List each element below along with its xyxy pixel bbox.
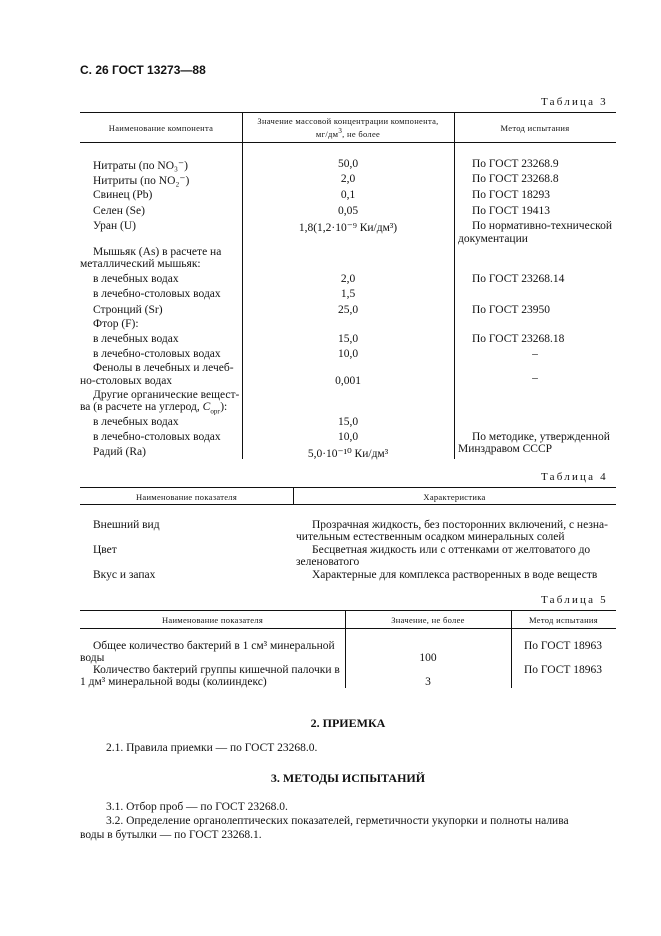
table3-row-name: в лечебно-столовых водах bbox=[93, 431, 221, 443]
table3-row-method: По ГОСТ 23268.8 bbox=[472, 173, 559, 185]
table3-row-name: в лечебных водах bbox=[93, 273, 179, 285]
table3-row-value: 2,0 bbox=[340, 173, 356, 185]
table3-caption: Таблица 3 bbox=[541, 96, 608, 108]
table4-row-text-line2: чительным естественным осадком минеральных солей bbox=[296, 531, 565, 543]
section2-paragraph: 2.1. Правила приемки — по ГОСТ 23268.0. bbox=[106, 742, 318, 754]
table4-row-text-line2: зеленоватого bbox=[296, 556, 360, 568]
section3-paragraph-2-line1: 3.2. Определение органолептических показателей, герметичности укупорки и полноты налива bbox=[106, 815, 569, 827]
table5-row-method: По ГОСТ 18963 bbox=[524, 640, 603, 652]
table3-row-method: – bbox=[532, 348, 538, 360]
table5-row-text-line2: воды bbox=[80, 652, 105, 664]
table3-row-value: 25,0 bbox=[337, 304, 359, 316]
table5-header-value: Значение, не более bbox=[391, 615, 465, 625]
table5-row-text-line2: 1 дм³ минеральной воды (колииндекс) bbox=[80, 676, 267, 688]
table3-row-method: По ГОСТ 18293 bbox=[472, 189, 551, 201]
table4-row-text-line1: Характерные для комплекса растворенных в воде веществ bbox=[312, 569, 598, 581]
table4-row-name: Внешний вид bbox=[93, 519, 160, 531]
table5-caption: Таблица 5 bbox=[541, 594, 608, 606]
table3-row-method-line2: документации bbox=[458, 233, 528, 245]
table3-row-name-line2: металлический мышьяк: bbox=[80, 258, 201, 270]
table4-row-name: Цвет bbox=[93, 544, 117, 556]
table4-caption: Таблица 4 bbox=[541, 471, 608, 483]
table3-row-name: в лечебных водах bbox=[93, 416, 179, 428]
table3-row-method-line1: По нормативно-технической bbox=[472, 220, 612, 232]
table3-row-value: 5,0·10⁻¹⁰ Ки/дм³ bbox=[307, 448, 389, 460]
section2-heading: 2. ПРИЕМКА bbox=[310, 716, 386, 730]
page-header: С. 26 ГОСТ 13273—88 bbox=[80, 63, 206, 77]
table3-row-name-line1: Фенолы в лечебных и лечеб- bbox=[93, 362, 234, 374]
table3-row-name-line2: ва (в расчете на углерод, $C_{орг}$): bbox=[80, 401, 228, 416]
table3-header-value-line1: Значение массовой концентрации компонента, bbox=[257, 116, 439, 126]
table5-row-method: По ГОСТ 18963 bbox=[524, 664, 603, 676]
table3-row-name: Селен (Se) bbox=[93, 205, 145, 217]
table4-header-characteristic: Характеристика bbox=[423, 492, 486, 502]
table3-row-method-line2: Минздравом СССР bbox=[458, 443, 553, 455]
table3-row-value: 0,001 bbox=[335, 375, 361, 387]
table4-row-text-line1: Бесцветная жидкость или с оттенками от желтоватого до bbox=[312, 544, 591, 556]
table4-row-name: Вкус и запах bbox=[93, 569, 156, 581]
table3-row-value: 10,0 bbox=[337, 431, 359, 443]
table5-row-text-line1: Количество бактерий группы кишечной палочки в bbox=[93, 664, 340, 676]
section3-paragraph-1: 3.1. Отбор проб — по ГОСТ 23268.0. bbox=[106, 801, 288, 813]
table3-row-value: 15,0 bbox=[337, 333, 359, 345]
table3-row-method: По ГОСТ 23268.14 bbox=[472, 273, 565, 285]
table3-row-value: 0,1 bbox=[340, 189, 356, 201]
table3-row-name: Нитриты (по NO₂⁻) bbox=[93, 175, 190, 187]
section3-paragraph-2-line2: воды в бутылки — по ГОСТ 23268.1. bbox=[80, 829, 262, 841]
table5-header-name: Наименование показателя bbox=[161, 615, 264, 625]
table3-row-method: По ГОСТ 23268.9 bbox=[472, 158, 559, 170]
table5-row-text-line1: Общее количество бактерий в 1 см³ минеральной bbox=[93, 640, 335, 652]
table3-row-method: По ГОСТ 19413 bbox=[472, 205, 551, 217]
table3-row-method: По ГОСТ 23950 bbox=[472, 304, 551, 316]
table3-row-name: в лечебно-столовых водах bbox=[93, 288, 221, 300]
table3-row-value: 2,0 bbox=[340, 273, 356, 285]
table3-row-name: в лечебных водах bbox=[93, 333, 179, 345]
table3-row-value: 15,0 bbox=[337, 416, 359, 428]
section3-heading: 3. МЕТОДЫ ИСПЫТАНИЙ bbox=[270, 771, 426, 785]
table3-row-name: Уран (U) bbox=[93, 220, 136, 232]
table3-row-name: Фтор (F): bbox=[93, 318, 139, 330]
table3-header-value-line2: $мг/дм^3$, не более bbox=[315, 127, 381, 139]
table3-header-component: Наименование компонента bbox=[108, 123, 214, 133]
table3-row-name: Стронций (Sr) bbox=[93, 304, 163, 316]
table3-row-method: По ГОСТ 23268.18 bbox=[472, 333, 565, 345]
table3-header-method: Метод испытания bbox=[500, 123, 570, 133]
table5-header-method: Метод испытания bbox=[529, 615, 598, 625]
table3-row-name: в лечебно-столовых водах bbox=[93, 348, 221, 360]
table3-row-value: 0,05 bbox=[337, 205, 359, 217]
table3-row-value: 10,0 bbox=[337, 348, 359, 360]
table4-header-name: Наименование показателя bbox=[135, 492, 238, 502]
table3-row-name: Нитраты (по NO₃⁻) bbox=[93, 160, 188, 172]
table3-row-name-line1: Другие органические вещест- bbox=[93, 389, 240, 401]
table3-row-method-line1: По методике, утвержденной bbox=[472, 431, 610, 443]
table3-row-method: – bbox=[532, 372, 538, 384]
table4-row-text-line1: Прозрачная жидкость, без посторонних включений, с незна- bbox=[312, 519, 608, 531]
table3-row-value: 50,0 bbox=[337, 158, 359, 170]
table5-row-value: 3 bbox=[425, 676, 431, 688]
table3-row-name: Радий (Ra) bbox=[93, 446, 146, 458]
table3-row-name-line2: но-столовых водах bbox=[80, 375, 173, 387]
table3-row-name-line1: Мышьяк (As) в расчете на bbox=[93, 246, 222, 258]
table5-row-value: 100 bbox=[419, 652, 437, 664]
table3-row-value: 1,5 bbox=[340, 288, 356, 300]
table3-row-name: Свинец (Pb) bbox=[93, 189, 153, 201]
table3-row-value: 1,8(1,2·10⁻⁹ Ки/дм³) bbox=[298, 222, 398, 234]
